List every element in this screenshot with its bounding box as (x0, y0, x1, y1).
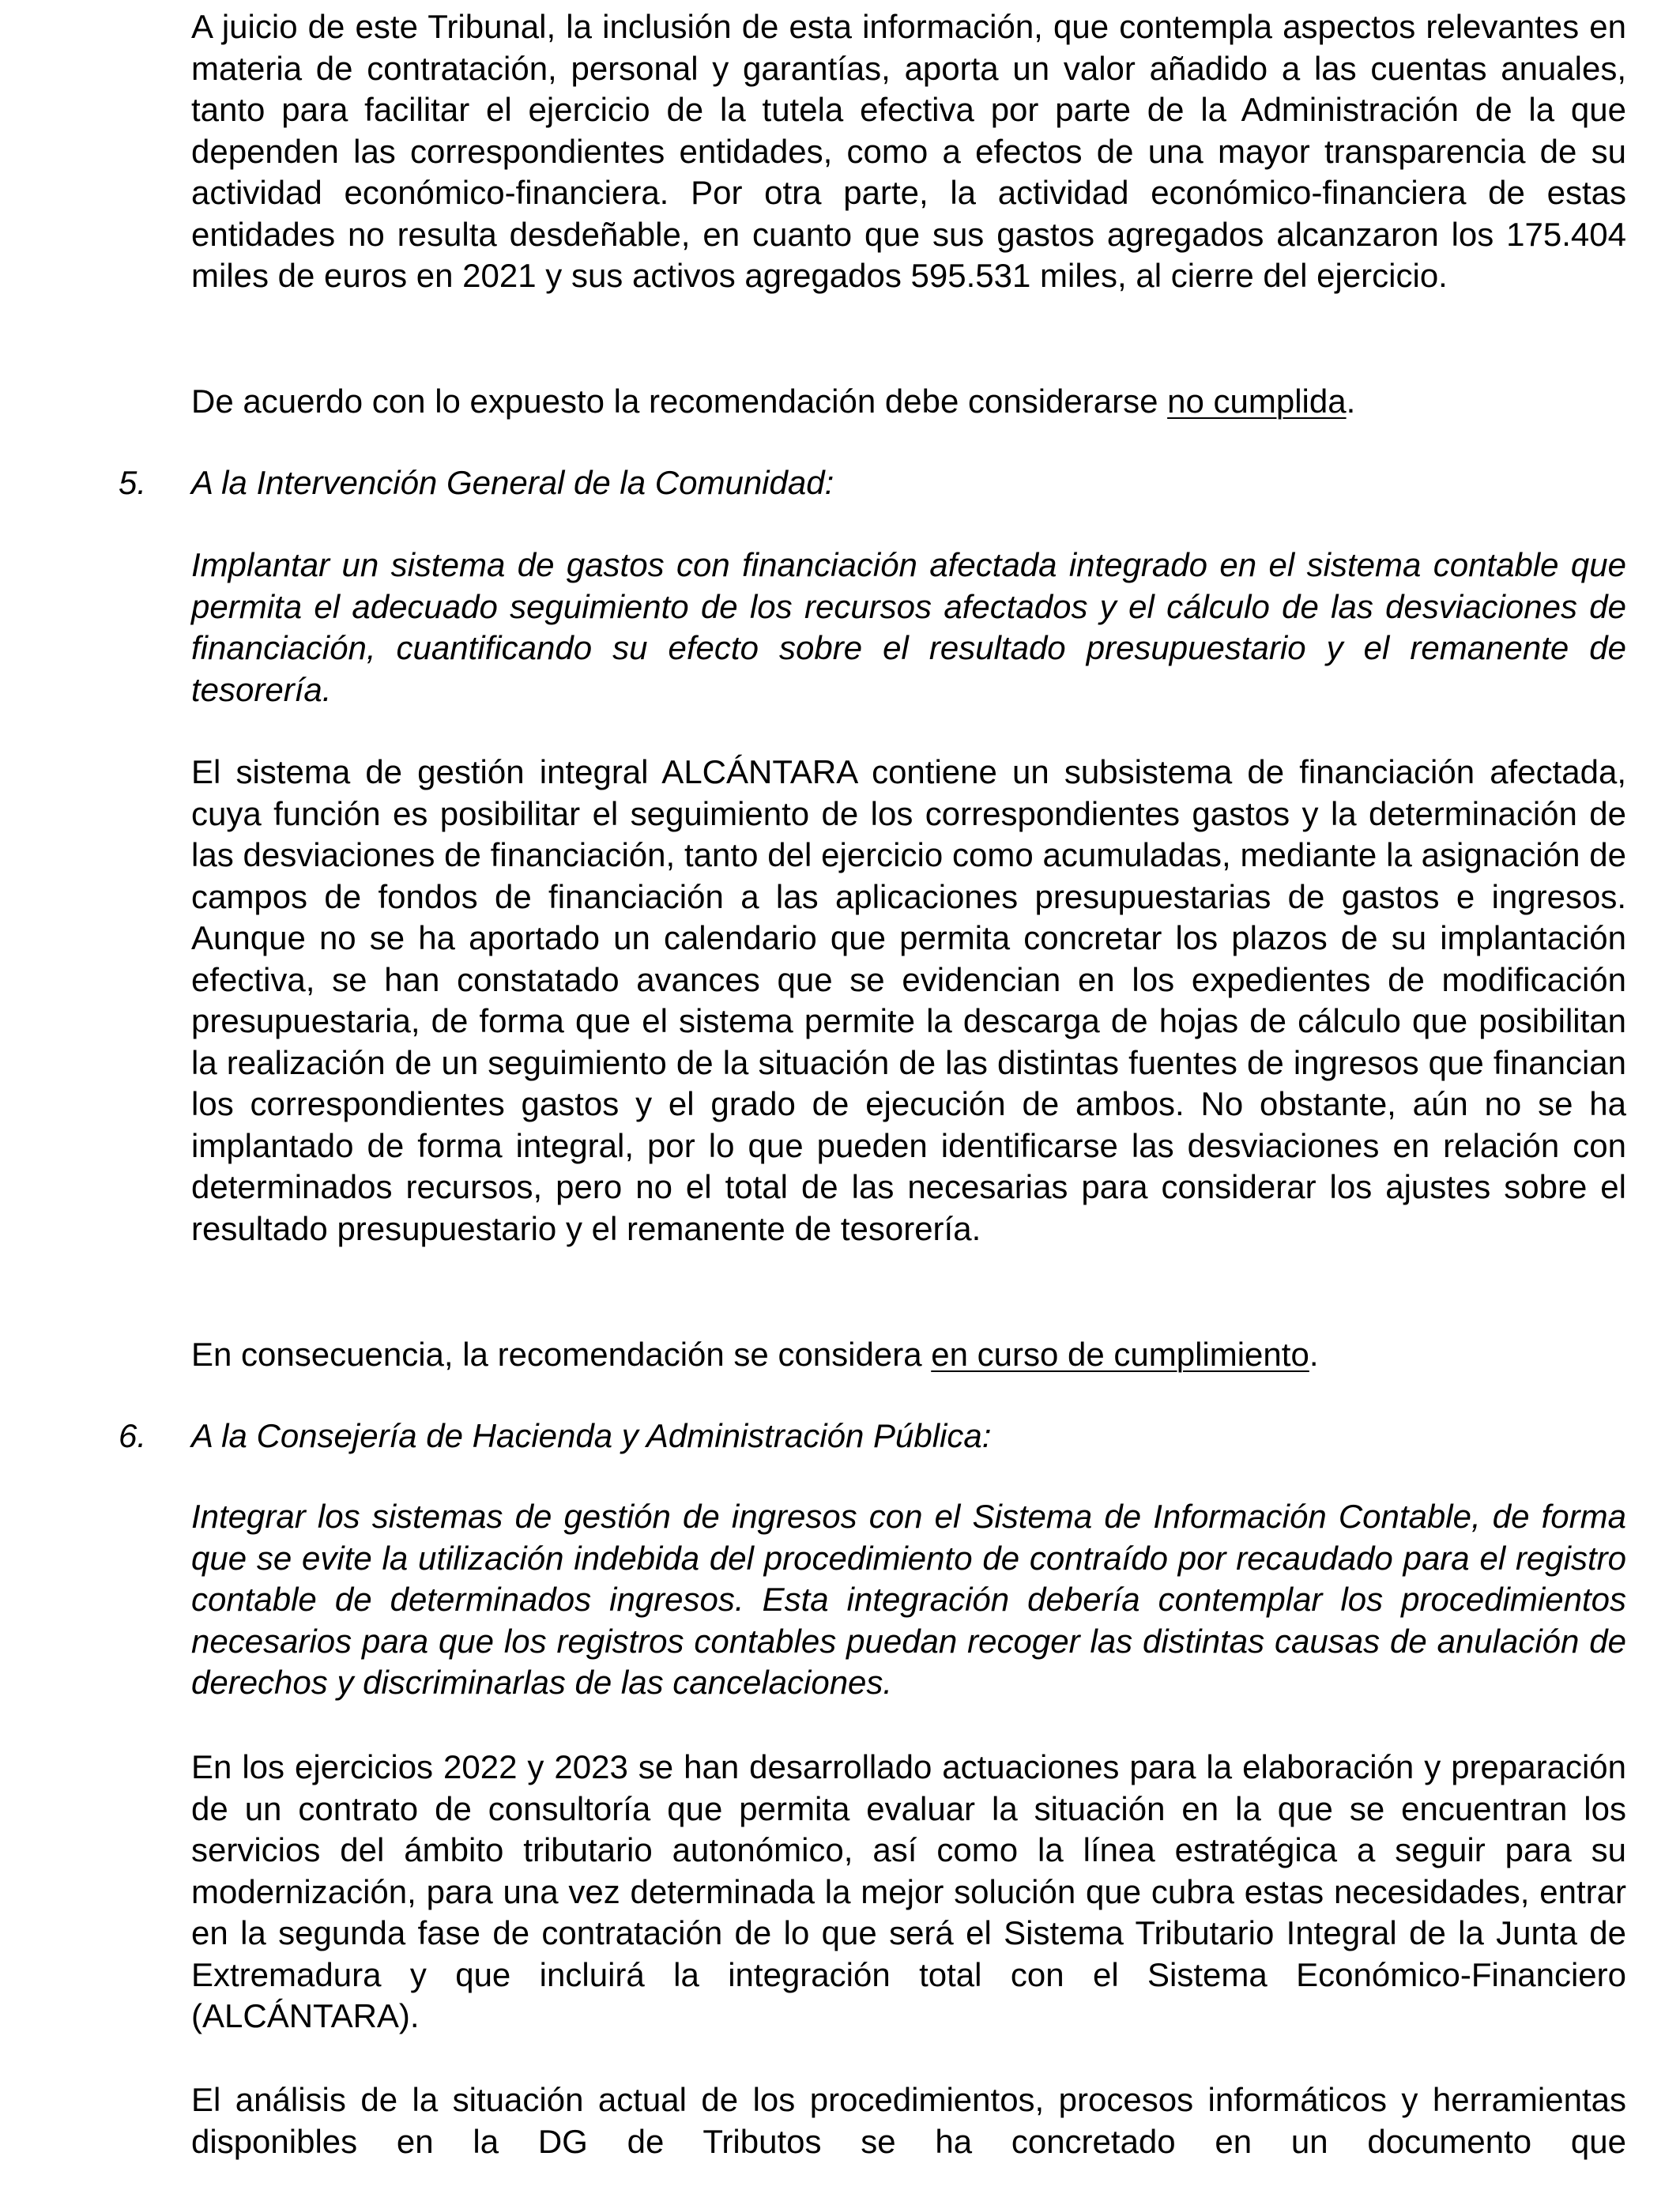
recommendation-5-text: Implantar un sistema de gastos con financiación afectada integrado en el sistema contable que permita el adecuado seguimiento de los recursos afectados y el cálculo de las desviaciones de financiación, cuantificando su efecto sobre el resultado presupuestario y el remanente de tesorería. (191, 546, 1626, 708)
paragraph-tribunal-opinion: A juicio de este Tribunal, la inclusión de esta información, que contempla aspectos relevantes en materia de contratación, personal y garantías, aporta un valor añadido a las cuentas anuales, tanto para facilitar el ejercicio de la tutela efectiva por parte de la Administración de la que dependen las correspondientes entidades, como a efectos de una mayor transparencia de su actividad económico-financiera. Por otra parte, la actividad económico-financiera de estas entidades no resulta desdeñable, en cuanto que sus gastos agregados alcanzaron los 175.404 miles de euros en 2021 y sus activos agregados 595.531 miles, al cierre del ejercicio. (191, 8, 1626, 294)
paragraph-consulting-contract: En los ejercicios 2022 y 2023 se han desarrollado actuaciones para la elaboración y preparación de un contrato de consultoría que permita evaluar la situación en la que se encuentran los servicios del ámbito tributario autonómico, así como la línea estratégica a seguir para su modernización, para una vez determinada la mejor solución que cubra estas necesidades, entrar en la segunda fase de contratación de lo que será el Sistema Tributario Integral de la Junta de Extremadura y que incluirá la integración total con el Sistema Económico-Financiero (ALCÁNTARA). (191, 1748, 1626, 2034)
section-6-number: 6. (119, 1417, 147, 1454)
conclusion-period: . (1309, 1336, 1319, 1373)
conclusion-period: . (1346, 383, 1356, 420)
paragraph-conclusion-in-progress (191, 1334, 1626, 1376)
recommendation-6-text: Integrar los sistemas de gestión de ingresos con el Sistema de Información Contable, de forma que se evite la utilización indebida del procedimiento de contraído por recaudado para el registro contable de determinados ingresos. Esta integración debería contemplar los procedimientos necesarios para que los registros contables puedan recoger las distintas causas de anulación de derechos y discriminarlas de las cancelaciones. (191, 1498, 1626, 1701)
conclusion-text: En consecuencia, la recomendación se considera (191, 1336, 932, 1373)
section-5-number: 5. (119, 464, 147, 501)
status-not-fulfilled: no cumplida (1167, 383, 1347, 420)
conclusion-text: De acuerdo con lo expuesto la recomendación debe considerarse (191, 383, 1168, 420)
paragraph-alcantara-system: El sistema de gestión integral ALCÁNTARA contiene un subsistema de financiación afectada, cuya función es posibilitar el seguimiento de los correspondientes gastos y la determinación de las desviaciones de financiación, tanto del ejercicio como acumuladas, mediante la asignación de campos de fondos de financiación a las aplicaciones presupuestarias de gastos e ingresos. Aunque no se ha aportado un calendario que permita concretar los plazos de su implantación efectiva, se han constatado avances que se evidencian en los expedientes de modificación presupuestaria, de forma que el sistema permite la descarga de hojas de cálculo que posibilitan la realización de un seguimiento de la situación de las distintas fuentes de ingresos que financian los correspondientes gastos y el grado de ejecución de ambos. No obstante, aún no se ha implantado de forma integral, por lo que pueden identificarse las desviaciones en relación con determinados recursos, pero no el total de las necesarias para considerar los ajustes sobre el resultado presupuestario y el remanente de tesorería. (191, 753, 1626, 1247)
paragraph-analysis-current-situation: El análisis de la situación actual de los procedimientos, procesos informáticos y herramientas disponibles en la DG de Tributos se ha concretado en un documento que (191, 2081, 1626, 2160)
paragraph-conclusion-not-fulfilled (191, 381, 1626, 423)
status-in-progress: en curso de cumplimiento (931, 1336, 1309, 1373)
section-5-heading: A la Intervención General de la Comunidad: (191, 464, 834, 501)
section-6-heading: A la Consejería de Hacienda y Administración Pública: (191, 1417, 992, 1454)
